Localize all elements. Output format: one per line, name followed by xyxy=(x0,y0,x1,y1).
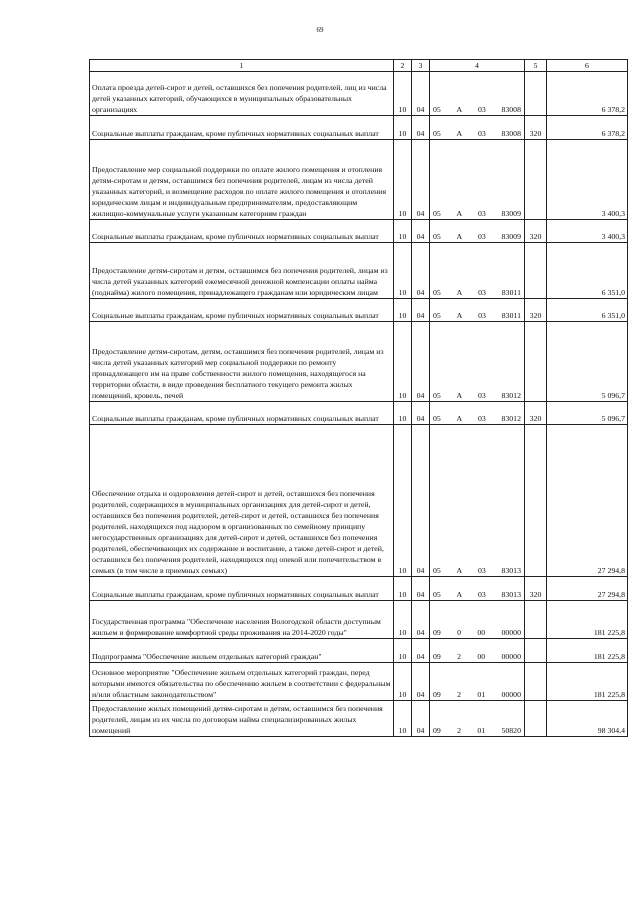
row-name: Социальные выплаты гражданам, кроме публичных нормативных социальных выплат xyxy=(90,116,394,140)
target-article-part: А xyxy=(456,391,463,400)
row-section: 10 xyxy=(394,639,412,663)
target-article-part: 0 xyxy=(457,628,462,637)
row-amount: 6 351,0 xyxy=(547,243,628,299)
target-article-part: 2 xyxy=(457,652,462,661)
row-section: 10 xyxy=(394,601,412,639)
row-amount: 181 225,8 xyxy=(547,639,628,663)
row-target-article xyxy=(430,601,525,639)
header-cell: 3 xyxy=(412,60,430,72)
target-article-part: 03 xyxy=(477,105,486,114)
target-article-part: 83013 xyxy=(501,566,521,575)
target-article-part: А xyxy=(456,232,463,241)
row-subsection: 04 xyxy=(412,425,430,577)
table-row xyxy=(90,577,628,601)
row-expense-type: 320 xyxy=(525,402,547,425)
row-subsection: 04 xyxy=(412,299,430,322)
row-expense-type: 320 xyxy=(525,220,547,243)
table-row xyxy=(90,425,628,577)
target-article-part: 09 xyxy=(433,726,441,735)
target-article-part: 03 xyxy=(478,311,486,320)
row-section: 10 xyxy=(394,322,412,402)
target-article-part: 09 xyxy=(433,690,441,699)
row-section: 10 xyxy=(394,72,412,116)
target-article-part: А xyxy=(456,590,463,599)
row-section: 10 xyxy=(394,299,412,322)
row-expense-type: 320 xyxy=(525,577,547,601)
target-article-part: 03 xyxy=(478,288,486,297)
table-row xyxy=(90,299,628,322)
table-header-row xyxy=(90,60,628,72)
table-row xyxy=(90,322,628,402)
row-section: 10 xyxy=(394,140,412,220)
target-article-part: 01 xyxy=(477,690,486,699)
row-target-article xyxy=(430,701,525,737)
row-amount: 3 400,3 xyxy=(547,140,628,220)
row-amount: 6 378,2 xyxy=(547,72,628,116)
target-article-part: 2 xyxy=(457,726,462,735)
row-amount: 3 400,3 xyxy=(547,220,628,243)
target-article-part: А xyxy=(456,414,463,423)
row-expense-type xyxy=(525,322,547,402)
row-amount: 27 294,8 xyxy=(547,577,628,601)
table-row xyxy=(90,116,628,140)
row-target-article xyxy=(430,116,525,140)
table-row xyxy=(90,243,628,299)
row-amount: 27 294,8 xyxy=(547,425,628,577)
target-article-part: 83012 xyxy=(501,414,521,423)
row-section: 10 xyxy=(394,425,412,577)
target-article-part: 00 xyxy=(477,652,486,661)
row-subsection: 04 xyxy=(412,140,430,220)
row-target-article xyxy=(430,639,525,663)
target-article-part: 83011 xyxy=(501,311,521,320)
target-article-part: 2 xyxy=(457,690,462,699)
row-subsection: 04 xyxy=(412,72,430,116)
table-row xyxy=(90,72,628,116)
target-article-part: 03 xyxy=(477,232,486,241)
target-article-part: 83008 xyxy=(501,129,521,138)
header-cell: 6 xyxy=(547,60,628,72)
target-article-part: 05 xyxy=(433,105,441,114)
row-amount: 5 096,7 xyxy=(547,322,628,402)
row-target-article xyxy=(430,663,525,701)
row-amount: 6 378,2 xyxy=(547,116,628,140)
row-name: Обеспечение отдыха и оздоровления детей-сирот и детей, оставшихся без попечения родителей, содержащихся в муниципальных организациях для детей-сирот и детей, оставшихся без попечения родителей, детей-сирот и детей, оставшихся без попечения родителей, находящихся под надзором в организованных по семейному принципу негосударственных организациях для детей-сирот и детей, оставшихся без попечения родителей, обеспечивающих их содержание и воспитание, а также детей-сирот и детей, оставшихся без попечения родителей, находящихся под опекой или попечительством в семьях (в том числе в приемных семьях) xyxy=(90,425,394,577)
table-row xyxy=(90,663,628,701)
row-expense-type xyxy=(525,243,547,299)
row-target-article xyxy=(430,322,525,402)
header-cell: 2 xyxy=(394,60,412,72)
row-name: Социальные выплаты гражданам, кроме публичных нормативных социальных выплат xyxy=(90,577,394,601)
row-amount: 181 225,8 xyxy=(547,663,628,701)
table-row xyxy=(90,701,628,737)
row-name: Предоставление детям-сиротам, детям, оставшимся без попечения родителей, лицам из числа детей указанных категорий мер социальной поддержки по ремонту принадлежащего им на праве собственности жилого помещения, находящегося на территории области, в виде проведения бесплатного текущего ремонта жилых помещений, кровель, печей xyxy=(90,322,394,402)
row-subsection: 04 xyxy=(412,322,430,402)
target-article-part: 09 xyxy=(433,652,441,661)
target-article-part: 05 xyxy=(433,232,441,241)
row-section: 10 xyxy=(394,577,412,601)
target-article-part: 05 xyxy=(433,209,441,218)
row-subsection: 04 xyxy=(412,402,430,425)
target-article-part: 03 xyxy=(477,566,486,575)
target-article-part: 03 xyxy=(477,391,486,400)
row-target-article xyxy=(430,402,525,425)
row-name: Предоставление жилых помещений детям-сиротам и детям, оставшимся без попечения родителей, лицам из их числа по договорам найма специализированных жилых помещений xyxy=(90,701,394,737)
target-article-part: А xyxy=(456,288,463,297)
target-article-part: 00000 xyxy=(501,652,521,661)
row-amount: 5 096,7 xyxy=(547,402,628,425)
row-expense-type xyxy=(525,72,547,116)
row-expense-type xyxy=(525,639,547,663)
row-name: Подпрограмма "Обеспечение жильем отдельных категорий граждан" xyxy=(90,639,394,663)
target-article-part: 00 xyxy=(477,628,486,637)
header-cell: 5 xyxy=(525,60,547,72)
row-target-article xyxy=(430,220,525,243)
target-article-part: 03 xyxy=(477,590,486,599)
row-section: 10 xyxy=(394,220,412,243)
row-amount: 181 225,8 xyxy=(547,601,628,639)
row-subsection: 04 xyxy=(412,116,430,140)
target-article-part: 83012 xyxy=(501,391,521,400)
budget-table xyxy=(89,59,628,737)
target-article-part: 83009 xyxy=(501,209,521,218)
row-target-article xyxy=(430,299,525,322)
target-article-part: А xyxy=(456,129,463,138)
row-target-article xyxy=(430,72,525,116)
target-article-part: 00000 xyxy=(501,628,521,637)
row-expense-type xyxy=(525,663,547,701)
row-subsection: 04 xyxy=(412,601,430,639)
header-cell: 4 xyxy=(430,60,525,72)
target-article-part: 03 xyxy=(477,129,486,138)
row-subsection: 04 xyxy=(412,577,430,601)
table-row xyxy=(90,639,628,663)
row-expense-type: 320 xyxy=(525,116,547,140)
row-name: Социальные выплаты гражданам, кроме публичных нормативных социальных выплат xyxy=(90,299,394,322)
row-subsection: 04 xyxy=(412,701,430,737)
table-row xyxy=(90,601,628,639)
row-name: Государственная программа "Обеспечение населения Вологодской области доступным жильем и формирование комфортной среды проживания на 2014-2020 годы" xyxy=(90,601,394,639)
row-target-article xyxy=(430,577,525,601)
row-section: 10 xyxy=(394,663,412,701)
row-expense-type: 320 xyxy=(525,299,547,322)
header-cell: 1 xyxy=(90,60,394,72)
target-article-part: 09 xyxy=(433,628,441,637)
row-subsection: 04 xyxy=(412,243,430,299)
target-article-part: 83013 xyxy=(501,590,521,599)
row-target-article xyxy=(430,425,525,577)
row-name: Социальные выплаты гражданам, кроме публичных нормативных социальных выплат xyxy=(90,220,394,243)
target-article-part: А xyxy=(456,209,463,218)
row-subsection: 04 xyxy=(412,639,430,663)
row-amount: 98 304,4 xyxy=(547,701,628,737)
row-section: 10 xyxy=(394,701,412,737)
row-subsection: 04 xyxy=(412,663,430,701)
row-name: Предоставление мер социальной поддержки по оплате жилого помещения и отопления детям-сиротам и детям, оставшимся без попечения родителей, лицам из числа детей указанных категорий, и возмещение расходов по оплате жилого помещения и отопления юридическим лицам и индивидуальным предпринимателям, предоставляющим жилищно-коммунальные услуги указанным категориям граждан xyxy=(90,140,394,220)
target-article-part: 05 xyxy=(433,311,441,320)
row-section: 10 xyxy=(394,402,412,425)
target-article-part: 05 xyxy=(433,129,441,138)
row-name: Предоставление детям-сиротам и детям, оставшимся без попечения родителей, лицам из числа детей указанных категорий ежемесячной денежной компенсации оплаты найма (поднайма) жилого помещения, принадлежащего гражданам или юридическим лицам xyxy=(90,243,394,299)
target-article-part: 83011 xyxy=(501,288,521,297)
row-subsection: 04 xyxy=(412,220,430,243)
target-article-part: 01 xyxy=(477,726,486,735)
row-expense-type xyxy=(525,601,547,639)
row-name: Социальные выплаты гражданам, кроме публичных нормативных социальных выплат xyxy=(90,402,394,425)
target-article-part: 50820 xyxy=(501,726,521,735)
table-row xyxy=(90,402,628,425)
row-target-article xyxy=(430,243,525,299)
target-article-part: А xyxy=(456,105,463,114)
target-article-part: 05 xyxy=(433,590,441,599)
row-amount: 6 351,0 xyxy=(547,299,628,322)
row-name: Основное мероприятие "Обеспечение жильем отдельных категорий граждан, перед которыми имеются обязательства по обеспечению жильем в соответствии с федеральным и/или областным законодательством" xyxy=(90,663,394,701)
table-row xyxy=(90,220,628,243)
target-article-part: 03 xyxy=(477,414,486,423)
target-article-part: 05 xyxy=(433,288,441,297)
page-number: 69 xyxy=(316,26,324,34)
target-article-part: А xyxy=(456,311,463,320)
target-article-part: 03 xyxy=(477,209,486,218)
target-article-part: 05 xyxy=(433,566,441,575)
row-name: Оплата проезда детей-сирот и детей, оставшихся без попечения родителей, лиц из числа детей указанных категорий, обучающихся в муниципальных образовательных организациях xyxy=(90,72,394,116)
row-section: 10 xyxy=(394,116,412,140)
target-article-part: 83008 xyxy=(501,105,521,114)
row-target-article xyxy=(430,140,525,220)
row-section: 10 xyxy=(394,243,412,299)
target-article-part: 05 xyxy=(433,414,441,423)
target-article-part: 83009 xyxy=(501,232,521,241)
target-article-part: 00000 xyxy=(501,690,521,699)
table-row xyxy=(90,140,628,220)
row-expense-type xyxy=(525,701,547,737)
row-expense-type xyxy=(525,425,547,577)
row-expense-type xyxy=(525,140,547,220)
target-article-part: А xyxy=(456,566,463,575)
target-article-part: 05 xyxy=(433,391,441,400)
